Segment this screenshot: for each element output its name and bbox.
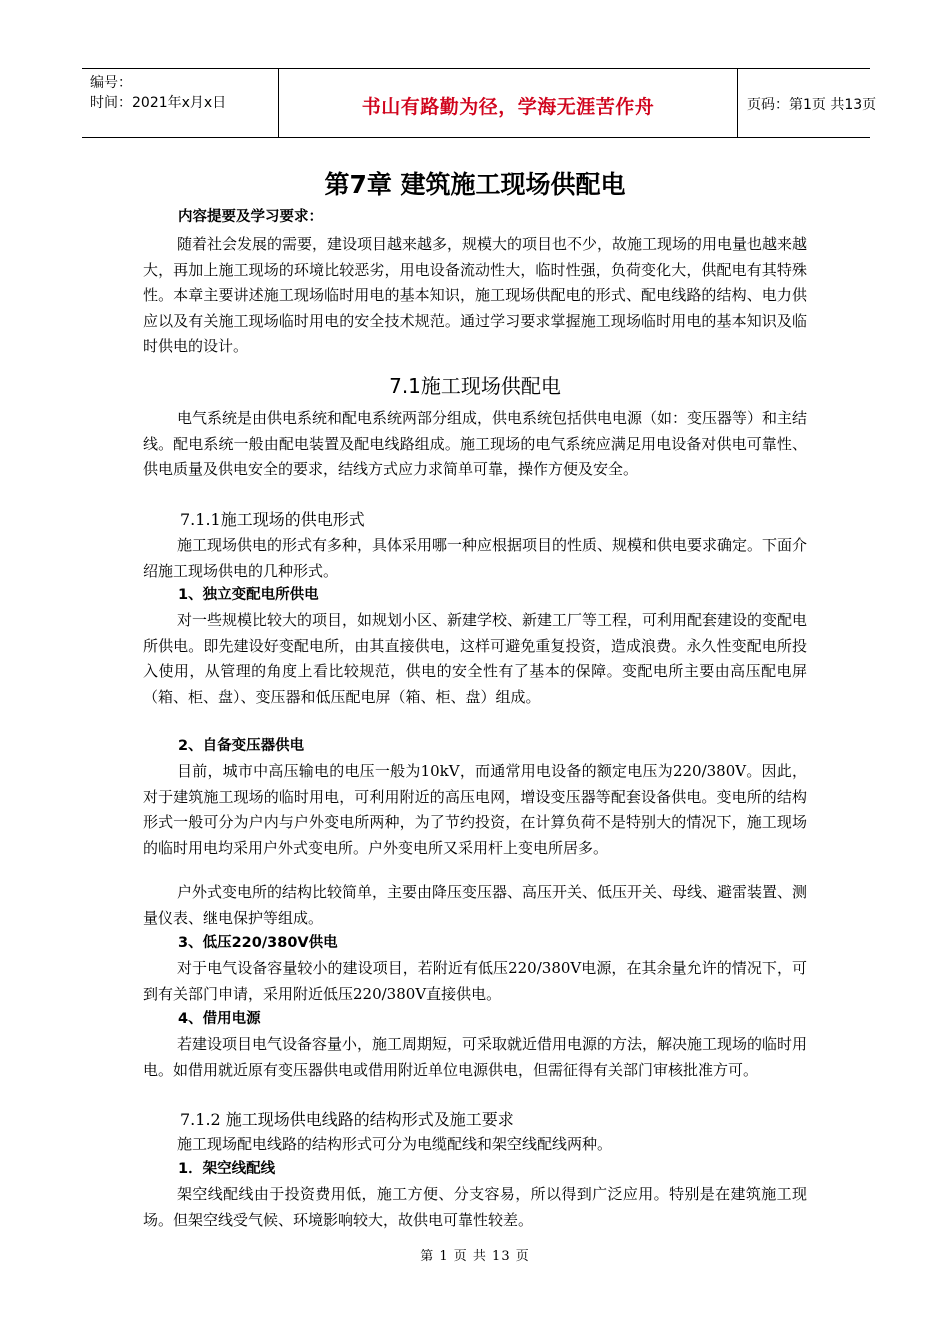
item3-heading: 3、低压220/380V供电 [178,935,338,951]
number-label: 编号： [90,75,132,91]
item1-heading: 1、独立变配电所供电 [178,587,319,603]
page-code: 页码：第1页 共13页 [747,97,877,113]
header-page-cell [738,69,877,137]
date-label: 时间：2021年x月x日 [90,95,227,111]
overhead-line-text: 架空线配线由于投资费用低，施工方便、分支容易，所以得到广泛应用。特别是在建筑施工现场。但架空线受气候、环境影响较大，故供电可靠性较差。 [143,1185,807,1229]
section-7-1-2-heading: 7.1.2 施工现场供电线路的结构形式及施工要求 [180,1110,514,1129]
item2-text-2: 户外式变电所的结构比较简单，主要由降压变压器、高压开关、低压开关、母线、避雷装置、测量仪表、继电保护等组成。 [143,883,808,927]
summary-heading: 内容提要及学习要求： [178,209,323,225]
chapter-title: 第7章 建筑施工现场供配电 [324,170,626,199]
item4-heading: 4、借用电源 [178,1011,261,1027]
item3-text: 对于电气设备容量较小的建设项目，若附近有低压220/380V电源，在其余量允许的情况下，可到有关部门申请，采用附近低压220/380V直接供电。 [143,959,807,1003]
page-header [82,68,877,138]
header-meta-cell [82,69,278,137]
page-footer: 第 1 页 共 13 页 [420,1249,530,1264]
section-7-1-1-intro: 施工现场供电的形式有多种，具体采用哪一种应根据项目的性质、规模和供电要求确定。下面介绍施工现场供电的几种形式。 [143,536,808,580]
section-7-1-heading: 7.1施工现场供配电 [389,374,561,398]
item2-heading: 2、自备变压器供电 [178,738,305,754]
motto: 书山有路勤为径，学海无涯苦作舟 [361,96,655,118]
item2-text-1: 目前，城市中高压输电的电压一般为10kV，而通常用电设备的额定电压为220/380V。因此，对于建筑施工现场的临时用电，可利用附近的高压电网，增设变压器等配套设备供电。变电所的结构形式一般可分为户内与户外变电所两种，为了节约投资，在计算负荷不是特别大的情况下，施工现场的临时用电均采用户外式变电所。户外变电所又采用杆上变电所居多。 [143,762,807,857]
header-motto-cell [278,69,738,137]
section-7-1-1-heading: 7.1.1施工现场的供电形式 [180,510,365,529]
item4-text: 若建设项目电气设备容量小，施工周期短，可采取就近借用电源的方法，解决施工现场的临时用电。如借用就近原有变压器供电或借用附近单位电源供电，但需征得有关部门审核批准方可。 [143,1035,808,1079]
section-7-1-intro: 电气系统是由供电系统和配电系统两部分组成，供电系统包括供电电源（如：变压器等）和主结线。配电系统一般由配电装置及配电线路组成。施工现场的电气系统应满足用电设备对供电可靠性、供电质量及供电安全的要求，结线方式应力求简单可靠，操作方便及安全。 [143,409,808,478]
overhead-line-heading: 1．架空线配线 [178,1161,276,1177]
summary-text: 随着社会发展的需要，建设项目越来越多，规模大的项目也不少，故施工现场的用电量也越来越大，再加上施工现场的环境比较恶劣，用电设备流动性大，临时性强，负荷变化大，供配电有其特殊性。本章主要讲述施工现场临时用电的基本知识，施工现场供配电的形式、配电线路的结构、电力供应以及有关施工现场临时用电的安全技术规范。通过学习要求掌握施工现场临时用电的基本知识及临时供电的设计。 [143,235,808,355]
item1-text: 对一些规模比较大的项目，如规划小区、新建学校、新建工厂等工程，可利用配套建设的变配电所供电。即先建设好变配电所，由其直接供电，这样可避免重复投资，造成浪费。永久性变配电所投入使用，从管理的角度上看比较规范，供电的安全性有了基本的保障。变配电所主要由高压配电屏（箱、柜、盘）、变压器和低压配电屏（箱、柜、盘）组成。 [143,611,808,706]
section-7-1-2-intro: 施工现场配电线路的结构形式可分为电缆配线和架空线配线两种。 [177,1135,613,1153]
